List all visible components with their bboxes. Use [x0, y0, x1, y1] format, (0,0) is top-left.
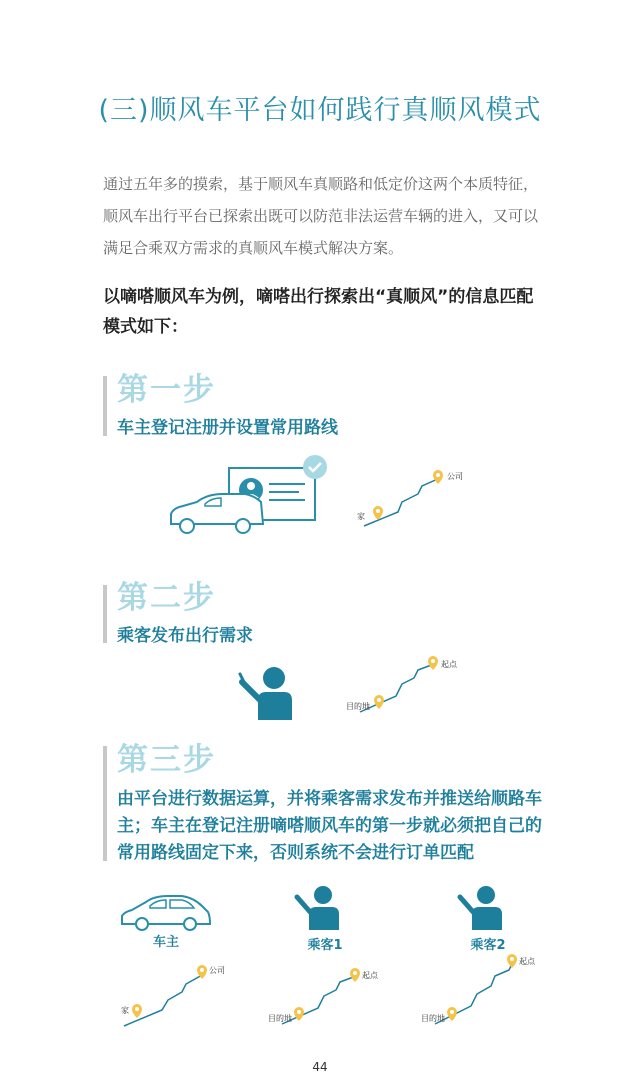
page-title: (三)顺风车平台如何践行真顺风模式	[98, 95, 542, 126]
location-pin-icon	[132, 1004, 142, 1018]
check-icon	[303, 455, 327, 479]
step2-title: 第二步	[117, 580, 216, 616]
location-pin-icon	[428, 656, 438, 670]
step3-bar	[103, 746, 107, 861]
intro-paragraph: 通过五年多的摸索，基于顺风车真顺路和低定价这两个本质特征，顺风车出行平台已探索出既可以防范非法运营车辆的进入，又可以满足合乘双方需求的真顺风车模式解决方案。	[103, 175, 539, 257]
location-pin-icon	[350, 968, 360, 982]
step2-bar	[103, 585, 107, 643]
step1-title: 第一步	[117, 372, 216, 408]
lead-paragraph: 以嘀嗒顺风车为例，嘀嗒出行探索出“真顺风”的信息匹配模式如下：	[103, 287, 534, 337]
pin-label-start: 起点	[519, 957, 535, 966]
pin-label-destination: 目的地	[268, 1014, 292, 1023]
actor-caption-passenger1: 乘客1	[307, 938, 343, 953]
location-pin-icon	[373, 506, 383, 520]
location-pin-icon	[433, 470, 443, 484]
pin-label-home: 家	[121, 1006, 129, 1015]
page-number: 44	[312, 1060, 328, 1074]
person-raising-hand-icon	[236, 660, 298, 722]
pin-label-destination: 目的地	[346, 702, 370, 711]
step1-bar	[103, 376, 107, 436]
actor-caption-passenger2: 乘客2	[470, 938, 506, 953]
step3-title: 第三步	[117, 742, 216, 778]
pin-label-company: 公司	[209, 966, 225, 975]
actor-caption-driver: 车主	[152, 935, 179, 950]
step3-desc: 由平台进行数据运算，并将乘客需求发布并推送给顺路车主；车主在登记注册嘀嗒顺风车的第一步就必须把自己的常用路线固定下来，否则系统不会进行订单匹配	[117, 789, 542, 863]
pin-label-start: 起点	[441, 660, 457, 669]
car-icon	[118, 890, 213, 930]
step1-desc: 车主登记注册并设置常用路线	[117, 418, 338, 438]
location-pin-icon	[507, 954, 517, 968]
pin-label-company: 公司	[447, 472, 463, 481]
person-raising-hand-icon	[293, 882, 345, 932]
step2-desc: 乘客发布出行需求	[117, 626, 253, 646]
pin-label-home: 家	[357, 512, 365, 521]
car-icon	[171, 494, 263, 533]
location-pin-icon	[294, 1007, 304, 1021]
location-pin-icon	[374, 695, 384, 709]
pin-label-start: 起点	[362, 971, 378, 980]
pin-label-destination: 目的地	[421, 1014, 445, 1023]
person-raising-hand-icon	[456, 882, 508, 932]
car-with-profile-card	[165, 452, 340, 542]
location-pin-icon	[447, 1007, 457, 1021]
